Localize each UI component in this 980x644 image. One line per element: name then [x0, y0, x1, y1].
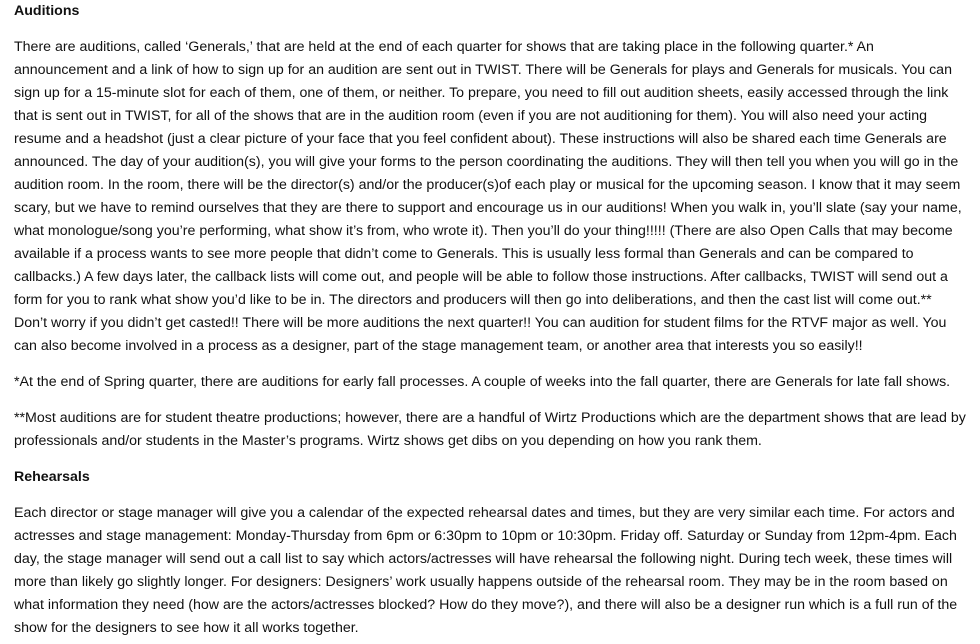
auditions-paragraph-main: There are auditions, called ‘Generals,’ that are held at the end of each quarter for shows that are taking place in the following quarter.* An announcement and a link of how to sign up for an audition are sent out in TWIST. There will be Generals for plays and Generals for musicals. You can sign up for a 15-minute slot for each of them, one of them, or neither. To prepare, you need to fill out audition sheets, easily accessed through the link that is sent out in TWIST, for all of the shows that are in the audition room (even if you are not auditioning for them). You will also need your acting resume and a headshot (just a clear picture of your face that you feel confident about). These instructions will also be shared each time Generals are announced. The day of your audition(s), you will give your forms to the person coordinating the auditions. They will then tell you when you will go in the audition room. In the room, there will be the director(s) and/or the producer(s)of each play or musical for the upcoming season. I know that it may seem scary, but we have to remind ourselves that they are there to support and encourage us in our auditions! When you walk in, you’ll slate (say your name, what monologue/song you’re performing, what show it’s from, who wrote it). Then you’ll do your thing!!!!! (There are also Open Calls that may become available if a process wants to see more people that didn’t come to Generals. This is usually less formal than Generals and can be compared to callbacks.) A few days later, the callback lists will come out, and people will be able to follow those instructions. After callbacks, TWIST will send out a form for you to rank what show you’d like to be in. The directors and producers will then go into deliberations, and then the cast list will come out.** Don’t worry if you didn’t get casted!! There will be more auditions the next quarter!! You can audition for student films for the RTVF major as well. You can also become involved in a process as a designer, part of the stage management team, or another area that interests you so easily!!: [14, 39, 962, 354]
section-heading-rehearsals: Rehearsals: [14, 469, 90, 485]
auditions-footnote-wirtz: **Most auditions are for student theatre productions; however, there are a handful of Wirtz Productions which are the department shows that are lead by professionals and/or students in the Master’s programs. Wirtz shows get dibs on you depending on how you rank them.: [14, 410, 966, 449]
rehearsals-paragraph: Each director or stage manager will give you a calendar of the expected rehearsal dates and times, but they are very similar each time. For actors and actresses and stage management: Monday-Thursday from 6pm or 6:30pm to 10pm or 10:30pm. Friday off. Saturday or Sunday from 12pm-4pm. Each day, the stage manager will send out a call list to say which actors/actresses will have rehearsal the following night. During tech week, these times will more than likely go slightly longer. For designers: Designers’ work usually happens outside of the rehearsal room. They may be in the room based on what information they need (how are the actors/actresses blocked? How do they move?), and there will also be a designer run which is a full run of the show for the designers to see how it all works together.: [14, 505, 958, 636]
auditions-footnote-spring: *At the end of Spring quarter, there are auditions for early fall processes. A couple of weeks into the fall quarter, there are Generals for late fall shows.: [14, 374, 951, 390]
section-heading-auditions: Auditions: [14, 3, 80, 19]
